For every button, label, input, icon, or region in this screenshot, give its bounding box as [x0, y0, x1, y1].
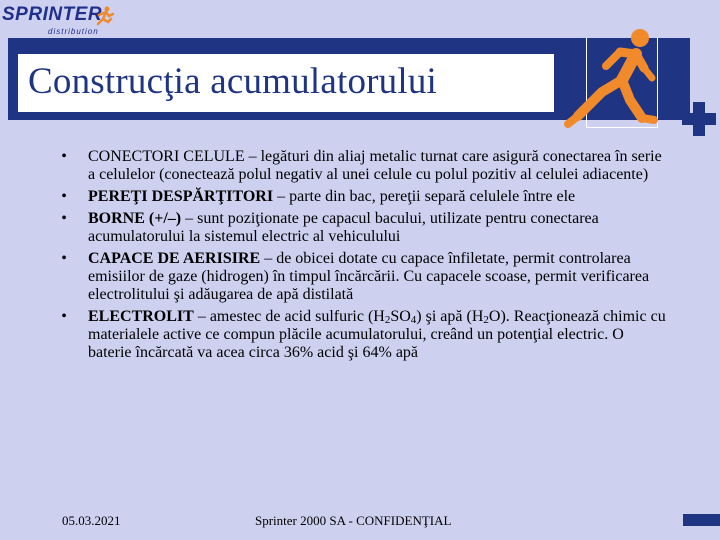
list-item: [58, 308, 670, 362]
bullet-dot: •: [61, 308, 67, 325]
logo-name: SPRINTER: [2, 4, 103, 25]
bullet-text: – parte din bac, pereţii separă celulele între ele: [273, 188, 576, 205]
subscript: 2: [483, 314, 489, 326]
bullet-text: SO: [390, 308, 411, 325]
bullet-dot: •: [61, 210, 67, 227]
bullet-term: CAPACE DE AERISIRE: [88, 250, 261, 267]
bullet-text: O). Reacţionează chimic cu materialele active ce compun plăcile acumulatorului, creând un potenţial electric. O baterie încărcată va acea circa 36% acid şi 64% apă: [88, 308, 666, 361]
bullet-text: – sunt poziţionate pe capacul bacului, utilizate pentru conectarea acumulatorului la sistemul electric al vehiculului: [88, 210, 599, 245]
bullet-text: – de obicei dotate cu capace înfiletate, permit controlarea emisiilor de gaze (hidrogen) în timpul încărcării. Cu capacele scoase, permit verificarea electrolitului şi adăugarea de apă distilată: [88, 250, 650, 303]
list-item: [58, 188, 670, 206]
bullet-dot: •: [61, 250, 67, 267]
bullet-dot: •: [61, 188, 67, 205]
footer-date: 05.03.2021: [62, 513, 121, 528]
bullet-term: CONECTORI CELULE: [88, 148, 245, 165]
bullet-text: – amestec de acid sulfuric (H: [193, 308, 385, 325]
bullet-list: [58, 148, 670, 366]
bullet-term: ELECTROLIT: [88, 308, 194, 325]
sprinter-logo: [2, 4, 122, 40]
bullet-text: ) şi apă (H: [416, 308, 484, 325]
bullet-term: BORNE (+/–): [88, 210, 182, 227]
list-item: [58, 250, 670, 304]
runner-icon: [560, 20, 660, 132]
sprinter-logo-runner-icon: [94, 6, 114, 26]
plus-icon: [680, 100, 718, 138]
list-item: [58, 210, 670, 246]
bullet-text: – legături din aliaj metalic turnat care asigură conectarea în serie a celulelor (conectează polul negativ al unei celule cu polul pozitiv al celulei adiacente): [88, 148, 662, 183]
corner-bar: [683, 514, 720, 526]
subscript: 4: [410, 314, 417, 326]
bullet-term: PEREŢI DESPĂRŢITORI: [88, 188, 274, 205]
list-item: [58, 148, 670, 184]
subscript: 2: [384, 314, 391, 326]
footer-confidential: Sprinter 2000 SA - CONFIDENŢIAL: [255, 513, 452, 528]
bullet-dot: •: [61, 148, 67, 165]
logo-subtitle: distribution: [48, 27, 99, 36]
slide-title: Construcţia acumulatorului: [28, 61, 438, 102]
